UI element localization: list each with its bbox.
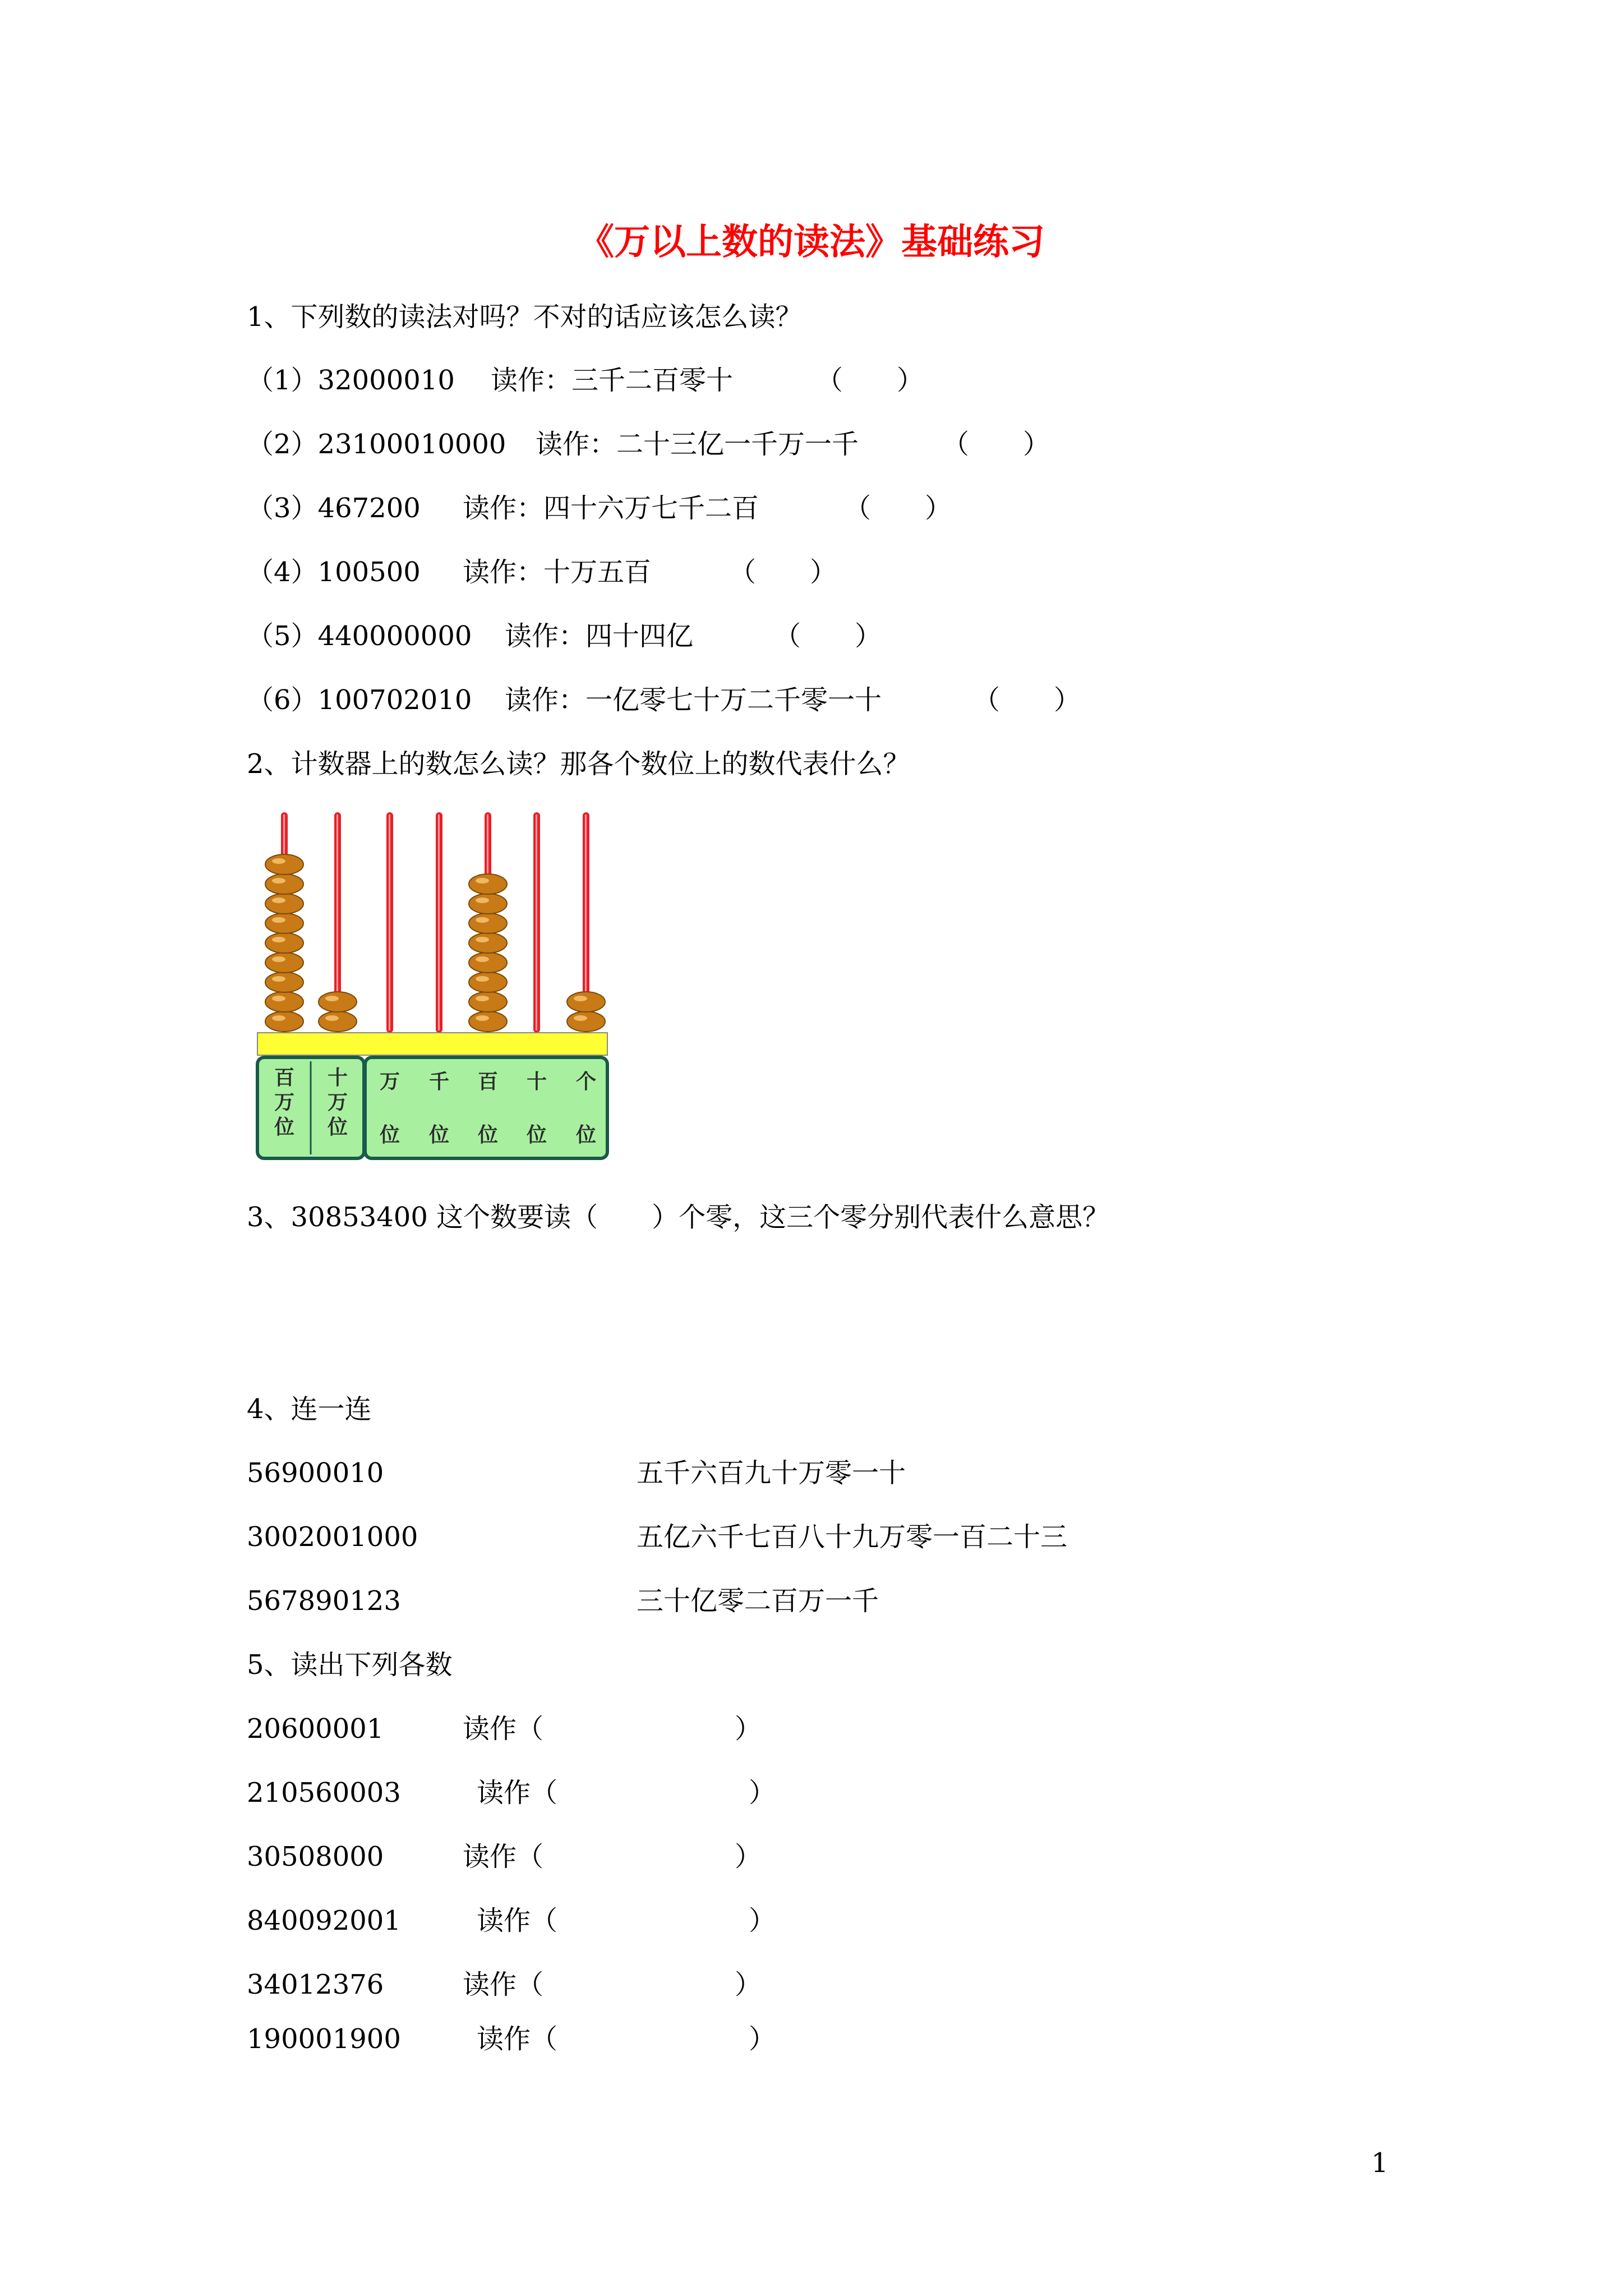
page-title: 《万以上数的读法》基础练习 [578, 221, 1045, 263]
q5-item-2-number: 210560003 [247, 1777, 401, 1809]
page-number: 1 [1371, 2147, 1389, 2179]
q5-item-1-close: ） [735, 1713, 762, 1745]
label-shiwan-1: 十 [327, 1066, 348, 1089]
abacus-bead [265, 1011, 303, 1032]
q4-left-2[interactable]: 3002001000 [247, 1521, 418, 1553]
abacus-beads [265, 854, 605, 1032]
abacus-bead-shine [272, 976, 285, 982]
abacus-bead-shine [476, 878, 489, 884]
q1-item-3-reading: 读作：四十六万七千二百 [463, 493, 759, 524]
q1-item-6-answer[interactable]: （ ） [973, 684, 1081, 716]
q5-item-3-close: ） [735, 1841, 762, 1872]
q1-item-4-reading: 读作：十万五百 [463, 556, 652, 588]
abacus-bead-shine [476, 937, 489, 942]
q4-right-2[interactable]: 五亿六千七百八十九万零一百二十三 [637, 1521, 1068, 1553]
q1-item-1-number: （1）32000010 [247, 365, 455, 396]
q5-heading: 5、读出下列各数 [247, 1649, 453, 1681]
q4-left-3[interactable]: 567890123 [247, 1585, 401, 1617]
q1-item-1-answer[interactable]: （ ） [816, 365, 924, 396]
label-bai-bottom: 位 [477, 1124, 499, 1147]
q1-item-3-answer[interactable]: （ ） [844, 493, 952, 524]
abacus-bead-shine [476, 996, 489, 1001]
abacus-bead-shine [272, 1015, 285, 1021]
label-baiwan-2: 万 [274, 1091, 295, 1114]
abacus-bar [257, 1033, 607, 1055]
abacus-bead-shine [574, 996, 587, 1001]
abacus-bead-shine [476, 976, 489, 982]
abacus-bead-shine [476, 917, 489, 923]
abacus-bead [265, 874, 303, 894]
abacus-bead [265, 953, 303, 973]
q5-item-3-number: 30508000 [247, 1841, 384, 1872]
abacus-bead [265, 854, 303, 875]
abacus-bead [469, 992, 507, 1012]
abacus-bead [469, 1011, 507, 1032]
abacus-bead-shine [476, 1015, 489, 1021]
abacus-bead-shine [325, 996, 339, 1001]
abacus-bead [469, 913, 507, 933]
abacus-bead [265, 894, 303, 914]
abacus-bead-shine [272, 898, 285, 903]
q5-item-4-close: ） [749, 1905, 776, 1936]
q4-right-1[interactable]: 五千六百九十万零一十 [637, 1457, 906, 1489]
abacus-rod-highlight [536, 815, 537, 1030]
abacus-bead [265, 933, 303, 953]
q4-right-3[interactable]: 三十亿零二百万一千 [637, 1585, 879, 1617]
abacus-bead [567, 992, 605, 1012]
q1-item-5-number: （5）440000000 [247, 620, 472, 652]
label-wan-bottom: 位 [379, 1124, 400, 1147]
q1-item-2-answer[interactable]: （ ） [942, 429, 1050, 460]
label-shiwan-2: 万 [327, 1091, 348, 1114]
q1-item-2-number: （2）23100010000 [247, 429, 506, 460]
q5-item-3-label: 读作（ [463, 1841, 544, 1872]
abacus-bead [469, 874, 507, 894]
abacus-bead [319, 992, 357, 1012]
abacus-bead [469, 894, 507, 914]
q5-item-6-label: 读作（ [477, 2023, 558, 2055]
label-qian-top: 千 [428, 1070, 450, 1093]
q5-item-5-number: 34012376 [247, 1969, 384, 2000]
abacus-bead [469, 972, 507, 992]
q2-heading: 2、计数器上的数怎么读？那各个数位上的数代表什么？ [247, 748, 910, 780]
abacus-bead [567, 1011, 605, 1032]
label-baiwan-1: 百 [274, 1066, 295, 1089]
q5-item-4-number: 840092001 [247, 1905, 401, 1936]
abacus-bead-shine [272, 858, 285, 864]
abacus-bead [469, 953, 507, 973]
q5-item-1-number: 20600001 [247, 1713, 384, 1745]
q1-item-5-answer[interactable]: （ ） [774, 620, 882, 652]
abacus-bead [469, 933, 507, 953]
q1-item-5-reading: 读作：四十四亿 [505, 620, 694, 652]
q5-item-5-label: 读作（ [463, 1969, 544, 2000]
label-bai-top: 百 [477, 1070, 499, 1093]
counting-frame-abacus [255, 802, 614, 1169]
abacus-bead [319, 1011, 357, 1032]
q1-heading: 1、下列数的读法对吗？不对的话应该怎么读？ [247, 301, 803, 333]
abacus-rod-highlight [438, 815, 440, 1030]
label-shiwan-3: 位 [327, 1116, 348, 1139]
q1-item-2-reading: 读作：二十三亿一千万一千 [536, 429, 859, 460]
q5-item-4-label: 读作（ [477, 1905, 558, 1936]
q1-item-6-number: （6）100702010 [247, 684, 472, 716]
label-shi-top: 十 [526, 1070, 547, 1093]
abacus-bead-shine [476, 898, 489, 903]
abacus-bead [265, 992, 303, 1012]
abacus-bead-shine [476, 956, 489, 962]
abacus-bead-shine [574, 1015, 587, 1021]
label-ge-top: 个 [575, 1070, 597, 1093]
q5-item-6-close: ） [749, 2023, 776, 2055]
label-qian-bottom: 位 [428, 1124, 450, 1147]
abacus-bead [265, 913, 303, 933]
q1-item-6-reading: 读作：一亿零七十万二千零一十 [505, 684, 882, 716]
q5-item-2-label: 读作（ [477, 1777, 558, 1809]
q3-heading: 3、30853400 这个数要读（ ）个零，这三个零分别代表什么意思？ [247, 1202, 1110, 1233]
label-shi-bottom: 位 [526, 1124, 547, 1147]
q1-item-1-reading: 读作：三千二百零十 [491, 365, 734, 396]
abacus-bead-shine [272, 956, 285, 962]
q4-heading: 4、连一连 [247, 1393, 372, 1425]
q1-item-4-answer[interactable]: （ ） [729, 556, 837, 588]
q5-item-2-close: ） [749, 1777, 776, 1809]
abacus-bead-shine [272, 996, 285, 1001]
q5-item-1-label: 读作（ [463, 1713, 544, 1745]
abacus-drawing [255, 802, 614, 1167]
abacus-bead-shine [272, 878, 285, 884]
abacus-bead-shine [272, 917, 285, 923]
q1-item-3-number: （3）467200 [247, 493, 421, 524]
q5-item-5-close: ） [735, 1969, 762, 2000]
q5-item-6-number: 190001900 [247, 2023, 401, 2055]
q1-item-4-number: （4）100500 [247, 556, 421, 588]
abacus-bead-shine [325, 1015, 339, 1021]
label-ge-bottom: 位 [575, 1124, 597, 1147]
abacus-bead-shine [272, 937, 285, 942]
abacus-bead [265, 972, 303, 992]
abacus-rod-highlight [389, 815, 390, 1030]
label-baiwan-3: 位 [274, 1116, 295, 1139]
label-wan-top: 万 [379, 1070, 400, 1093]
q4-left-1[interactable]: 56900010 [247, 1457, 384, 1489]
